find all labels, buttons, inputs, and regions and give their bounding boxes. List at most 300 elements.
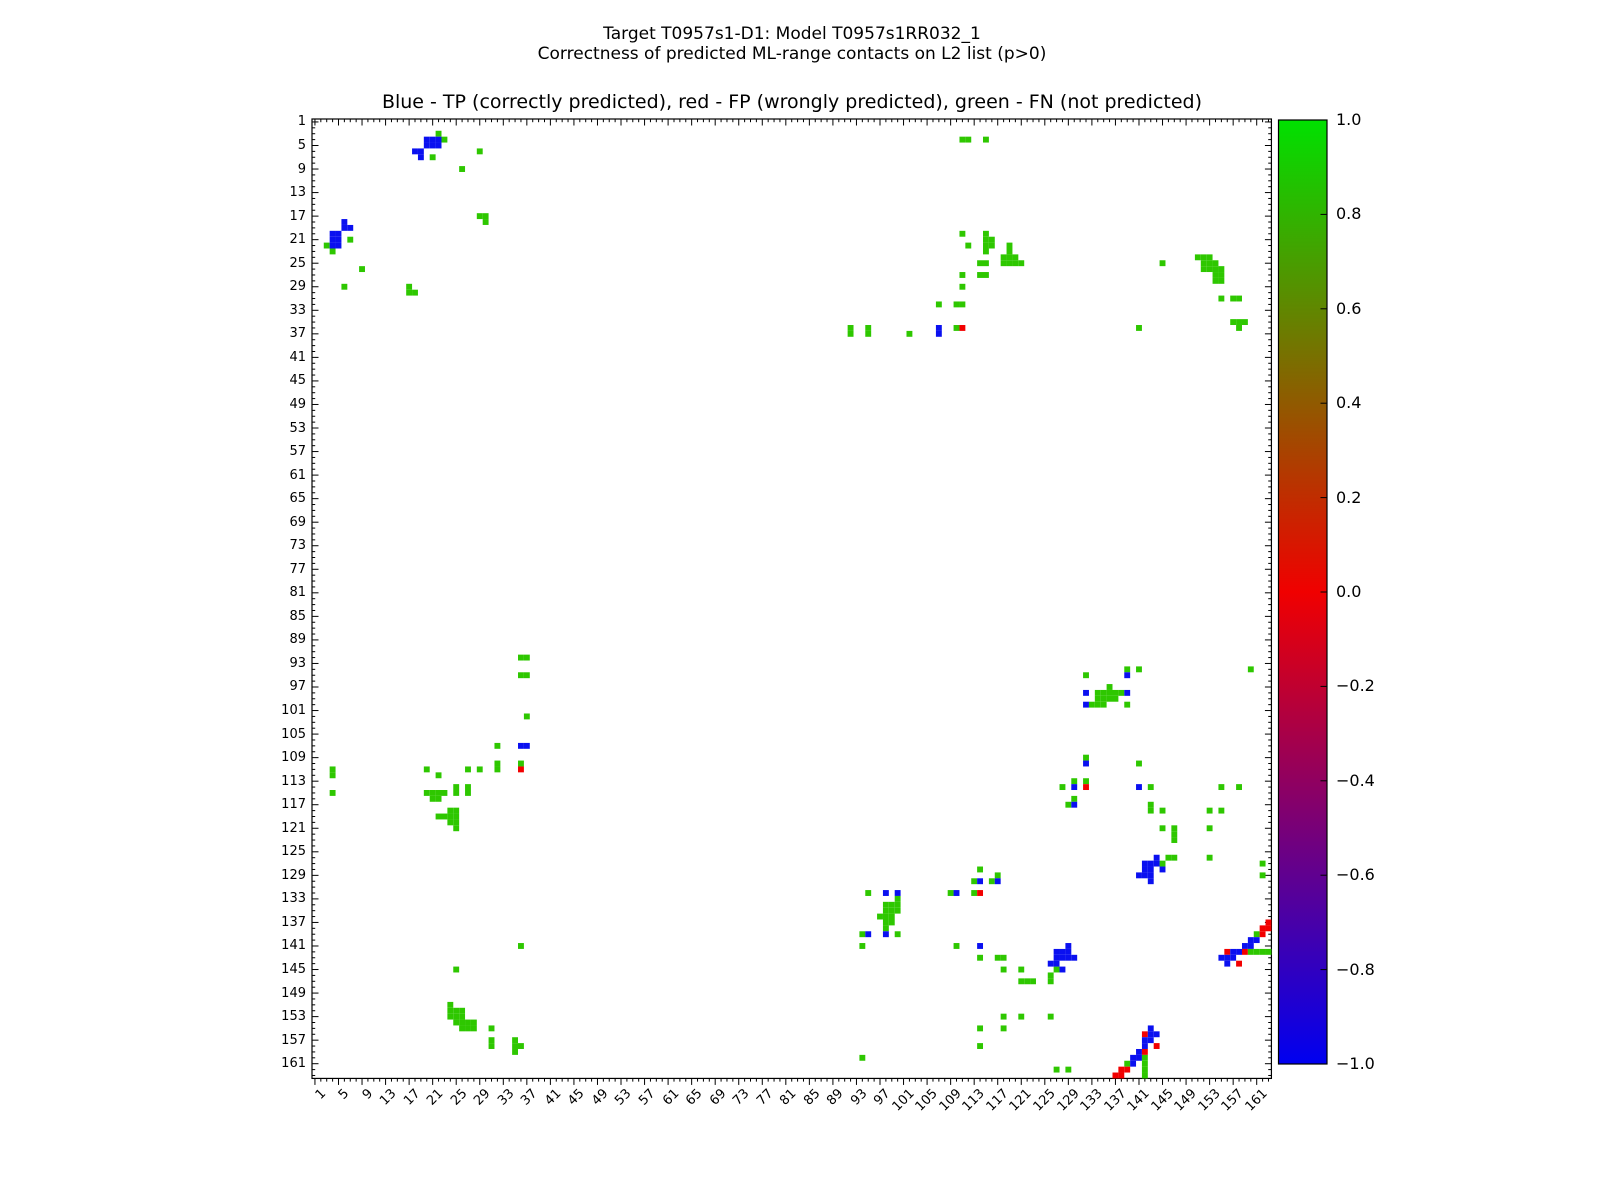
matrix-cell-fp [1142,1031,1148,1037]
matrix-cell-fn [959,272,965,278]
matrix-cell-fn [989,243,995,249]
matrix-cell-fp [1142,1049,1148,1055]
matrix-cell-fn [1142,1073,1148,1079]
matrix-cell-tp [1148,867,1154,873]
y-tick-label: 149 [281,985,306,1001]
matrix-cell-fn [465,1020,471,1026]
matrix-cell-tp [1230,955,1236,961]
matrix-cell-fn [524,672,530,678]
matrix-cell-fn [983,248,989,254]
matrix-cell-fn [889,908,895,914]
matrix-cell-tp [1071,784,1077,790]
matrix-cell-tp [1136,1049,1142,1055]
matrix-cell-fn [1142,1061,1148,1067]
matrix-cell-fn [465,1025,471,1031]
matrix-cell-fn [1148,784,1154,790]
matrix-cell-tp [430,137,436,143]
y-tick-label: 41 [289,349,306,365]
matrix-cell-fn [895,931,901,937]
matrix-cell-fn [1160,808,1166,814]
matrix-cell-tp [1136,872,1142,878]
matrix-cell-tp [1248,937,1254,943]
matrix-cell-fp [1124,1067,1130,1073]
y-tick-label: 17 [289,208,306,224]
matrix-cell-fn [1007,260,1013,266]
matrix-cell-fn [453,1014,459,1020]
matrix-cell-fn [494,766,500,772]
matrix-cell-tp [1054,961,1060,967]
matrix-cell-fn [1089,702,1095,708]
matrix-cell-fn [453,814,459,820]
matrix-cell-fn [1201,260,1207,266]
matrix-cell-fn [1124,1061,1130,1067]
matrix-cell-tp [1254,937,1260,943]
matrix-cell-fn [1001,1014,1007,1020]
y-tick-label: 73 [289,538,306,554]
matrix-cell-tp [341,225,347,231]
matrix-cell-fn [1260,861,1266,867]
matrix-cell-tp [1083,761,1089,767]
matrix-cell-fn [959,231,965,237]
y-tick-label: 105 [281,726,306,742]
y-tick-label: 93 [289,655,306,671]
matrix-cell-tp [1242,943,1248,949]
matrix-cell-fn [1113,690,1119,696]
matrix-cell-fn [1242,319,1248,325]
matrix-cell-fn [1171,855,1177,861]
matrix-cell-fn [465,766,471,772]
matrix-cell-fn [865,890,871,896]
matrix-cell-fn [848,331,854,337]
matrix-cell-tp [436,137,442,143]
matrix-cell-tp [430,143,436,149]
matrix-cell-fn [424,790,430,796]
y-tick-label: 13 [289,185,306,201]
y-tick-label: 157 [281,1032,306,1048]
colorbar [1279,120,1328,1064]
matrix-cell-fn [1101,690,1107,696]
matrix-cell-fn [1018,967,1024,973]
matrix-cell-fn [447,1008,453,1014]
matrix-cell-fn [453,1020,459,1026]
matrix-cell-fp [1118,1073,1124,1079]
matrix-cell-fp [1236,961,1242,967]
y-tick-label: 141 [281,938,306,954]
matrix-cell-fn [512,1043,518,1049]
matrix-cell-fn [895,902,901,908]
matrix-cell-fn [424,766,430,772]
matrix-cell-fn [1160,861,1166,867]
matrix-cell-fn [453,808,459,814]
matrix-cell-fn [459,1014,465,1020]
matrix-cell-fn [330,772,336,778]
matrix-cell-fn [1001,967,1007,973]
y-tick-label: 69 [289,514,306,530]
matrix-cell-fn [453,819,459,825]
matrix-cell-fn [895,896,901,902]
matrix-cell-tp [412,148,418,154]
matrix-cell-fn [1124,666,1130,672]
y-tick-label: 61 [289,467,306,483]
matrix-cell-fn [859,943,865,949]
matrix-cell-fp [1083,784,1089,790]
matrix-cell-tp [1142,872,1148,878]
matrix-cell-fn [1065,802,1071,808]
matrix-cell-fn [494,761,500,767]
y-tick-label: 121 [281,820,306,836]
matrix-cell-tp [336,237,342,243]
matrix-cell-fn [1218,808,1224,814]
y-tick-label: 9 [297,161,306,177]
matrix-cell-fn [1065,1067,1071,1073]
matrix-cell-fp [959,325,965,331]
matrix-cell-fn [477,766,483,772]
matrix-cell-fn [936,301,942,307]
matrix-cell-fn [1248,666,1254,672]
matrix-cell-fn [895,908,901,914]
matrix-cell-fn [324,243,330,249]
matrix-cell-tp [1148,878,1154,884]
matrix-cell-tp [1130,1061,1136,1067]
matrix-cell-fn [483,213,489,219]
y-tick-label: 21 [289,232,306,248]
y-tick-label: 101 [281,703,306,719]
matrix-cell-fn [1101,696,1107,702]
matrix-cell-fn [1018,1014,1024,1020]
matrix-cell-tp [1230,949,1236,955]
matrix-cell-fn [883,914,889,920]
matrix-cell-fn [441,137,447,143]
matrix-cell-fn [1171,837,1177,843]
matrix-cell-fn [859,931,865,937]
matrix-cell-fn [977,867,983,873]
matrix-cell-fn [954,325,960,331]
matrix-cell-tp [1071,802,1077,808]
matrix-cell-fn [906,331,912,337]
matrix-cell-fn [518,655,524,661]
matrix-cell-tp [524,743,530,749]
matrix-cell-fn [1048,972,1054,978]
matrix-cell-fn [954,301,960,307]
matrix-cell-tp [1060,949,1066,955]
matrix-cell-fn [430,154,436,160]
matrix-cell-fn [995,955,1001,961]
matrix-cell-fn [465,790,471,796]
matrix-cell-fn [1207,808,1213,814]
figure-title-line1: Target T0957s1-D1: Model T0957s1RR032_1 [603,24,981,44]
matrix-cell-fn [477,213,483,219]
matrix-cell-fn [1001,260,1007,266]
matrix-cell-fn [1007,248,1013,254]
matrix-cell-tp [1248,943,1254,949]
matrix-cell-fn [330,790,336,796]
matrix-cell-fn [1001,955,1007,961]
matrix-cell-fn [1124,702,1130,708]
matrix-cell-fn [1142,1067,1148,1073]
matrix-cell-tp [1130,1055,1136,1061]
matrix-cell-fn [883,902,889,908]
matrix-cell-tp [436,143,442,149]
matrix-cell-fn [447,819,453,825]
matrix-cell-tp [418,148,424,154]
matrix-cell-fn [1160,825,1166,831]
matrix-cell-fn [1260,949,1266,955]
matrix-cell-fn [1001,1025,1007,1031]
matrix-cell-tp [424,137,430,143]
matrix-cell-fn [512,1049,518,1055]
matrix-cell-fn [865,331,871,337]
matrix-cell-fn [1107,696,1113,702]
matrix-cell-fn [430,790,436,796]
matrix-cell-fn [1018,260,1024,266]
matrix-cell-fn [1201,266,1207,272]
matrix-cell-fn [459,166,465,172]
matrix-cell-fn [889,914,895,920]
y-tick-label: 45 [289,373,306,389]
matrix-cell-tp [1148,1031,1154,1037]
matrix-cell-fn [1048,978,1054,984]
matrix-cell-tp [418,154,424,160]
matrix-cell-fn [1165,855,1171,861]
matrix-cell-fn [447,1002,453,1008]
matrix-cell-fn [1171,831,1177,837]
y-tick-label: 1 [297,114,306,130]
colorbar-tick-label: 0.0 [1336,582,1362,601]
matrix-cell-tp [1124,672,1130,678]
matrix-cell-fn [971,890,977,896]
matrix-cell-fp [1260,931,1266,937]
matrix-cell-tp [1236,949,1242,955]
matrix-cell-fn [518,672,524,678]
matrix-cell-tp [995,878,1001,884]
matrix-cell-fn [1207,254,1213,260]
matrix-cell-fn [518,1043,524,1049]
matrix-cell-fn [1218,296,1224,302]
y-tick-label: 113 [281,773,306,789]
matrix-cell-tp [936,331,942,337]
y-tick-label: 161 [281,1056,306,1072]
matrix-cell-tp [1148,872,1154,878]
matrix-cell-tp [1160,867,1166,873]
y-tick-label: 5 [297,137,306,153]
matrix-cell-tp [518,743,524,749]
matrix-cell-tp [347,225,353,231]
matrix-cell-fn [441,814,447,820]
matrix-cell-fn [983,137,989,143]
matrix-cell-fn [1113,696,1119,702]
contact-map-figure: Target T0957s1-D1: Model T0957s1RR032_1 Correctness of predicted ML-range contacts on L2 list (p>0) Blue - TP (correctly predicted), red - FP (wrongly predicted), green - FN (not predicted) 1 5 9 13 17 21 25 29 33 37 41 45 49 53 57 61 65 69 73 77 81 85 89 93 97 101 105 109 113 117 121 125 129 133 137 141 145 149 153 157 161 1 5 9 13 17 21 25 29 33 37 41 45 49 53 57 61 65 69 73 77 81 85 89 93 97 101 105 109 113 117 121 125 129 133 137 141 145 149 153 157 161 1.0 0.8 0.6 0.4 0.2 0.0 −0.2 −0.4 −0.6 −0.8 −1.0 [0,0,1600,1200]
matrix-cell-tp [883,931,889,937]
matrix-cell-fn [865,325,871,331]
matrix-cell-tp [1224,961,1230,967]
matrix-cell-fn [1148,802,1154,808]
matrix-cell-fp [1260,925,1266,931]
matrix-cell-tp [1065,955,1071,961]
matrix-cell-tp [1154,855,1160,861]
matrix-cell-fn [983,231,989,237]
matrix-cell-fn [441,790,447,796]
matrix-cell-fn [995,872,1001,878]
y-tick-label: 49 [289,396,306,412]
matrix-cell-fn [977,272,983,278]
matrix-cell-fn [447,814,453,820]
matrix-cell-fn [959,137,965,143]
matrix-cell-fn [977,260,983,266]
matrix-cell-tp [1148,861,1154,867]
matrix-cell-tp [1142,867,1148,873]
matrix-cell-tp [424,143,430,149]
colorbar-tick-label: −0.8 [1336,959,1375,979]
matrix-cell-fp [1224,949,1230,955]
matrix-cell-fn [436,772,442,778]
matrix-cell-fn [859,1055,865,1061]
matrix-cell-fn [983,237,989,243]
matrix-cell-fn [1207,825,1213,831]
matrix-cell-fn [477,148,483,154]
matrix-cell-fn [959,301,965,307]
matrix-cell-fn [948,890,954,896]
matrix-cell-fn [1254,949,1260,955]
matrix-cell-fn [1101,702,1107,708]
matrix-cell-fn [1012,254,1018,260]
matrix-cell-fp [1242,949,1248,955]
matrix-cell-fn [1007,254,1013,260]
matrix-cell-fn [1207,260,1213,266]
matrix-cell-tp [1065,949,1071,955]
matrix-cell-fn [436,796,442,802]
matrix-cell-fn [883,908,889,914]
matrix-cell-fn [983,272,989,278]
matrix-cell-fn [1107,684,1113,690]
matrix-cell-fn [1118,690,1124,696]
matrix-cell-fp [1266,920,1272,926]
colorbar-tick-label: −0.4 [1336,770,1375,790]
matrix-cell-fn [883,925,889,931]
matrix-cell-tp [895,890,901,896]
y-tick-label: 81 [289,585,306,601]
matrix-cell-fn [1266,949,1272,955]
matrix-cell-tp [1136,1055,1142,1061]
matrix-cell-fn [489,1043,495,1049]
matrix-cell-tp [977,943,983,949]
matrix-cell-fp [977,890,983,896]
matrix-cell-fn [1236,319,1242,325]
matrix-cell-fn [1001,254,1007,260]
matrix-cell-fn [1083,672,1089,678]
matrix-cell-fn [524,713,530,719]
matrix-cell-tp [1083,702,1089,708]
matrix-cell-fn [1148,808,1154,814]
matrix-cell-tp [1154,1031,1160,1037]
y-tick-label: 153 [281,1009,306,1025]
matrix-cell-tp [1054,955,1060,961]
y-tick-label: 89 [289,632,306,648]
y-tick-label: 117 [281,797,306,813]
matrix-cell-fn [1218,784,1224,790]
matrix-cell-fn [977,1025,983,1031]
matrix-cell-fp [1266,925,1272,931]
matrix-cell-fn [489,1025,495,1031]
matrix-cell-fn [1095,690,1101,696]
matrix-cell-fn [459,1008,465,1014]
matrix-cell-fn [1213,278,1219,284]
matrix-cell-fn [1054,967,1060,973]
matrix-cell-tp [1048,961,1054,967]
y-tick-label: 125 [281,844,306,860]
matrix-cell-fn [406,290,412,296]
matrix-cell-fn [1095,696,1101,702]
matrix-cell-fn [447,808,453,814]
matrix-cell-tp [1136,784,1142,790]
matrix-cell-fn [489,1037,495,1043]
matrix-cell-fp [1113,1073,1119,1079]
plot-frame [312,119,1271,1078]
matrix-cell-tp [1054,949,1060,955]
matrix-cell-fn [983,243,989,249]
matrix-cell-tp [954,890,960,896]
colorbar-tick-label: −1.0 [1336,1054,1375,1073]
figure-title-line2: Correctness of predicted ML-range contacts on L2 list (p>0) [537,44,1047,64]
matrix-cell-tp [1224,955,1230,961]
matrix-cell-tp [330,243,336,249]
matrix-cell-fn [524,655,530,661]
matrix-cell-fn [977,955,983,961]
matrix-cell-fn [1071,796,1077,802]
matrix-cell-fn [459,1020,465,1026]
matrix-cell-fn [512,1037,518,1043]
matrix-cell-fn [1024,978,1030,984]
matrix-cell-tp [336,243,342,249]
matrix-cell-fn [1060,784,1066,790]
matrix-cell-fn [1136,325,1142,331]
matrix-cell-fn [1248,949,1254,955]
matrix-cell-fn [971,878,977,884]
matrix-cell-tp [936,325,942,331]
matrix-cell-tp [1148,1025,1154,1031]
y-tick-label: 65 [289,491,306,507]
matrix-cell-fn [341,284,347,290]
matrix-cell-tp [1060,955,1066,961]
matrix-cell-fn [889,920,895,926]
y-tick-label: 57 [289,444,306,460]
matrix-cell-fn [965,137,971,143]
matrix-cell-fn [1048,1014,1054,1020]
colorbar-tick-label: −0.6 [1336,865,1375,885]
matrix-cell-fn [1236,325,1242,331]
matrix-cell-tp [1218,955,1224,961]
matrix-cell-fn [1136,666,1142,672]
matrix-cell-fn [453,1008,459,1014]
matrix-cell-fn [1207,266,1213,272]
matrix-cell-fn [1083,755,1089,761]
matrix-cell-fn [518,943,524,949]
matrix-cell-fn [1054,1067,1060,1073]
matrix-cell-tp [1060,967,1066,973]
matrix-cell-fn [983,260,989,266]
matrix-cell-fp [1154,1043,1160,1049]
matrix-cell-tp [1142,1043,1148,1049]
colorbar-tick-label: 0.2 [1336,487,1362,507]
colorbar-tick-label: 1.0 [1336,110,1362,129]
matrix-cell-fn [883,920,889,926]
y-tick-label: 25 [289,255,306,271]
matrix-cell-fn [1236,784,1242,790]
y-tick-label: 145 [281,962,306,978]
y-tick-label: 77 [289,561,306,577]
matrix-cell-tp [336,231,342,237]
matrix-cell-fn [1195,254,1201,260]
matrix-cell-fn [330,766,336,772]
